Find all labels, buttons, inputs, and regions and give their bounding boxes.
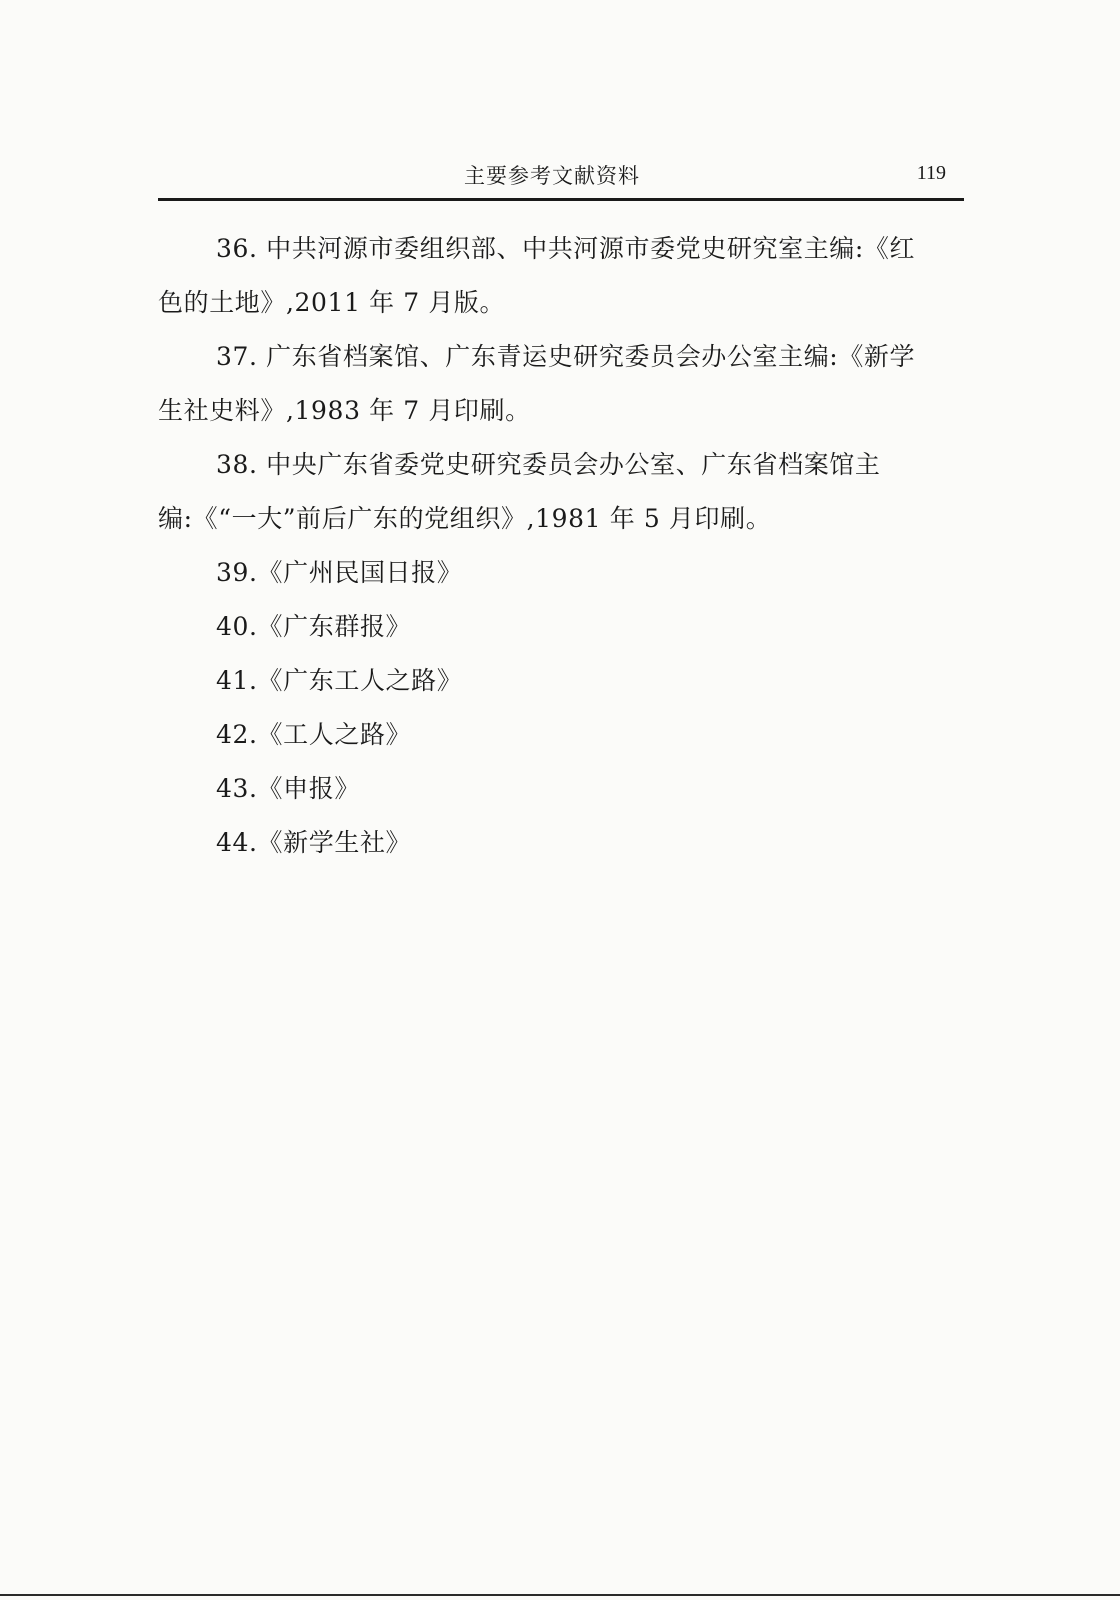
header-rule [158,198,964,201]
reference-line: 43.《申报》 [216,774,360,803]
running-header [158,160,964,196]
reference-line: 40.《广东群报》 [216,612,412,641]
reference-entry-43 [158,762,964,816]
reference-entry-42 [158,708,964,762]
reference-entry-38 [158,438,964,546]
page-number: 119 [916,162,946,184]
reference-entry-40 [158,600,964,654]
reference-line: 44.《新学生社》 [216,828,412,857]
reference-line: 42.《工人之路》 [216,720,412,749]
reference-list [158,222,964,870]
reference-line: 39.《广州民国日报》 [216,558,463,587]
reference-entry-39 [158,546,964,600]
reference-line: 41.《广东工人之路》 [216,666,463,695]
reference-line: 38. 中央广东省委党史研究委员会办公室、广东省档案馆主 [216,450,881,479]
reference-line-continuation: 编:《“一大”前后广东的党组织》,1981 年 5 月印刷。 [158,504,772,533]
reference-entry-41 [158,654,964,708]
reference-line-continuation: 色的土地》,2011 年 7 月版。 [158,288,506,317]
reference-line-continuation: 生社史料》,1983 年 7 月印刷。 [158,396,531,425]
reference-entry-44 [158,816,964,870]
reference-entry-37 [158,330,964,438]
header-title: 主要参考文献资料 [464,164,640,188]
reference-line: 37. 广东省档案馆、广东青运史研究委员会办公室主编:《新学 [216,342,916,371]
reference-line: 36. 中共河源市委组织部、中共河源市委党史研究室主编:《红 [216,234,916,263]
scan-edge-line [0,1594,1120,1596]
reference-entry-36 [158,222,964,330]
